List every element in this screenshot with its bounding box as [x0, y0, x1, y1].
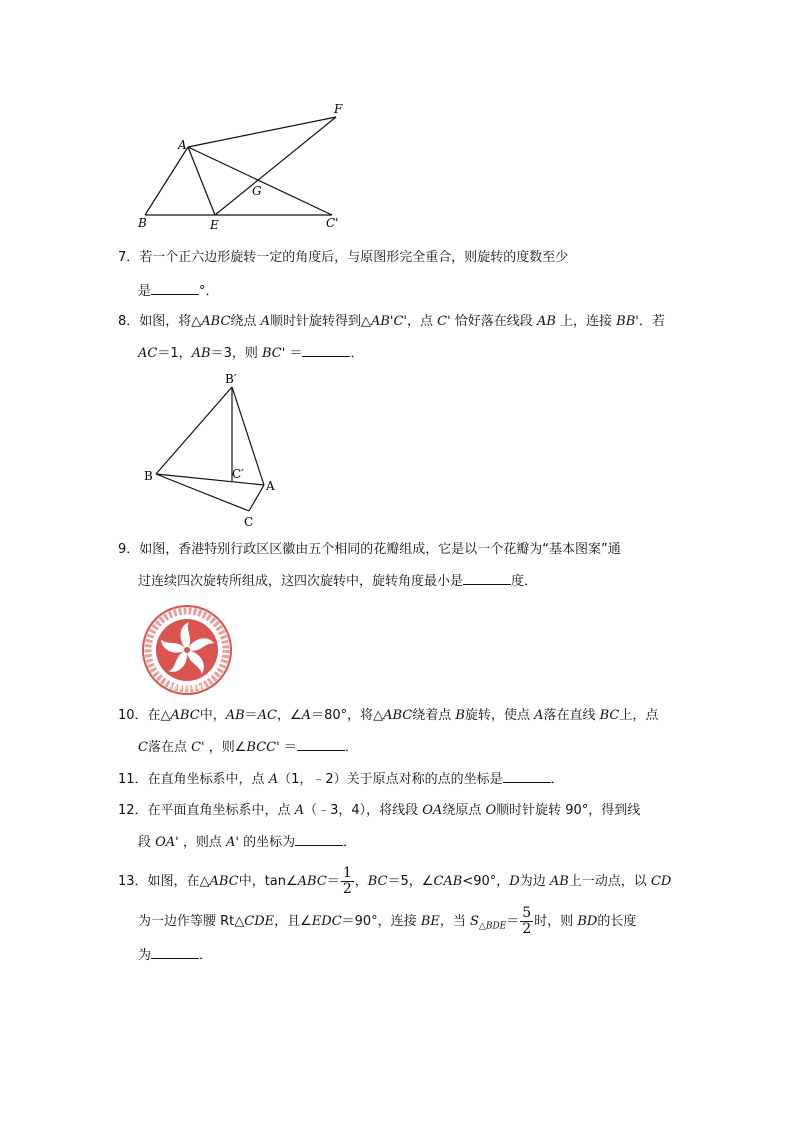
- q10-text: 旋转，使点: [464, 708, 535, 723]
- q10-var: AC: [257, 708, 278, 723]
- q13-var: BE: [420, 914, 440, 929]
- label-C-prime: C′: [232, 467, 244, 481]
- q10-var: A: [534, 708, 544, 723]
- hong-kong-emblem-icon: [141, 604, 233, 696]
- figure-rotated-triangle: [138, 368, 288, 533]
- q10-var: ABC: [383, 708, 413, 723]
- q8-text: ．若: [638, 314, 665, 329]
- q13-text: ＝5，∠: [387, 874, 434, 889]
- q10-var: ABC: [170, 708, 200, 723]
- q13-text: ＝90°，连接: [341, 914, 421, 929]
- q13-text: 为边: [519, 874, 550, 889]
- q10-var: A: [301, 708, 312, 723]
- q10-var: BCC': [246, 740, 280, 755]
- q13-var: ABC: [209, 874, 239, 889]
- q12-text: 在平面直角坐标系中，点: [147, 803, 295, 818]
- q13-text: ＝: [506, 914, 520, 929]
- q10-text: 上，点: [619, 708, 659, 723]
- q8-var: A: [260, 314, 270, 329]
- q10-line2: [138, 737, 358, 758]
- q13-text: 为: [138, 948, 152, 963]
- q8-text: ＝1，: [157, 346, 192, 361]
- q12-text: 绕原点: [442, 803, 486, 818]
- fraction-numerator: 1: [342, 865, 352, 881]
- q13-fraction-2: [520, 906, 533, 937]
- q12-text: ，则点: [178, 835, 227, 850]
- label-C: C: [244, 515, 254, 529]
- q13-var: D: [509, 874, 520, 889]
- q8-var: AB: [191, 346, 211, 361]
- q7-text-2: 是: [138, 284, 152, 299]
- q13-text: 上一动点，以: [568, 874, 651, 889]
- q7-answer-blank[interactable]: [151, 281, 199, 295]
- q13-var: BD: [577, 914, 598, 929]
- q13-text: ．: [199, 948, 213, 963]
- label-G: G: [252, 184, 262, 198]
- q12-var: A: [294, 803, 305, 818]
- q10-text: ＝80°，将△: [311, 708, 384, 723]
- q12-answer-blank[interactable]: [295, 832, 343, 846]
- q8-answer-blank[interactable]: [302, 343, 350, 357]
- q11-number: 11．: [118, 772, 148, 787]
- q10-text: 落在点: [147, 740, 192, 755]
- q13-text: ＝: [326, 874, 340, 889]
- label-E: E: [210, 218, 219, 232]
- label-B-prime: B′: [225, 372, 237, 386]
- q8-text: ＝: [285, 346, 303, 361]
- q9-answer-blank[interactable]: [463, 571, 511, 585]
- q10-text: 中，: [199, 708, 226, 723]
- q9-text: 度．: [511, 574, 538, 589]
- q10-text: ＝: [279, 740, 297, 755]
- q11-text: ．: [550, 772, 564, 787]
- q10-answer-blank[interactable]: [297, 737, 345, 751]
- q13-number: 13．: [118, 874, 148, 889]
- q12-text: ．: [343, 835, 357, 850]
- q8-text: 上，连接: [555, 314, 617, 329]
- q10-number: 10．: [118, 708, 148, 723]
- q7-text-3: °．: [199, 284, 219, 299]
- q12-text: 的坐标为: [239, 835, 296, 850]
- q10-text: ＝: [244, 708, 258, 723]
- q13-var: AB: [549, 874, 569, 889]
- q8-var: ABC: [201, 314, 231, 329]
- q8-var: BC': [261, 346, 286, 361]
- q13-text: ，且∠: [274, 914, 312, 929]
- q11-text: （1，﹣2）关于原点对称的点的坐标是: [278, 772, 503, 787]
- q12-line1: [118, 801, 640, 821]
- q13-var: CAB: [433, 874, 463, 889]
- q7-text: 若一个正六边形旋转一定的角度后，与原图形完全重合，则旋转的度数至少: [139, 250, 569, 265]
- q8-var: AB'C': [370, 314, 407, 329]
- q13-var: CD: [650, 874, 672, 889]
- q9-line1: [118, 540, 621, 560]
- q8-number: 8．: [118, 314, 140, 329]
- q12-var: OA: [422, 803, 443, 818]
- q10-var: B: [455, 708, 465, 723]
- q13-text: 的长度: [597, 914, 637, 929]
- label-C-prime: C': [326, 216, 339, 230]
- q7-number: 7．: [118, 250, 140, 265]
- q8-var: BB': [616, 314, 639, 329]
- q12-var: O: [485, 803, 497, 818]
- q11-answer-blank[interactable]: [503, 769, 551, 783]
- q12-line2: [138, 832, 356, 853]
- q13-text: <90°，: [462, 874, 510, 889]
- q9-line2: [138, 571, 537, 592]
- figure-triangle-rotation: [130, 95, 360, 240]
- q13-fraction: [341, 866, 354, 897]
- q12-text: （﹣3，4），将线段: [304, 803, 423, 818]
- q10-text: 落在直线: [543, 708, 600, 723]
- q12-text: 顺时针旋转 90°，得到线: [496, 803, 641, 818]
- q13-text: ，: [354, 874, 368, 889]
- q13-text: 如图，在△: [147, 874, 210, 889]
- q13-text: 中，tan∠: [238, 874, 298, 889]
- q8-text: ，点: [407, 314, 438, 329]
- label-B: B: [138, 216, 147, 230]
- q13-var: S: [470, 914, 479, 929]
- q10-text: 绕着点: [412, 708, 456, 723]
- q11-line1: [118, 769, 564, 790]
- q12-var: OA': [155, 835, 179, 850]
- q13-var: EDC: [311, 914, 342, 929]
- q8-text: 如图，将△: [139, 314, 202, 329]
- q8-text: ．: [350, 346, 364, 361]
- q7-line2: [138, 281, 219, 302]
- fraction-denominator: 2: [342, 881, 352, 897]
- q13-answer-blank[interactable]: [151, 945, 199, 959]
- q10-var: C': [191, 740, 205, 755]
- q8-var: AB: [536, 314, 556, 329]
- q8-var: AC: [138, 346, 158, 361]
- q8-line2: [138, 343, 363, 364]
- q13-var: BC: [367, 874, 388, 889]
- q12-number: 12．: [118, 803, 148, 818]
- label-A: A: [266, 479, 275, 493]
- q8-text: 绕点: [230, 314, 261, 329]
- emblem-text: HONGKONG: [167, 683, 207, 691]
- q10-var: AB: [225, 708, 245, 723]
- q9-text: 过连续四次旋转所组成，这四次旋转中，旋转角度最小是: [138, 574, 464, 589]
- q8-text: 恰好落在线段: [450, 314, 537, 329]
- fraction-denominator: 2: [522, 921, 532, 937]
- q10-text: 在△: [147, 708, 171, 723]
- q13-text: 时，则: [534, 914, 578, 929]
- q10-text: ，∠: [277, 708, 302, 723]
- q12-var: A': [226, 835, 239, 850]
- fraction-numerator: 5: [522, 905, 532, 921]
- q8-text: 顺时针旋转得到△: [269, 314, 371, 329]
- q13-subscript: △BDE: [478, 921, 507, 932]
- q10-var: BC: [599, 708, 620, 723]
- q8-var: C': [437, 314, 451, 329]
- q11-text: 在直角坐标系中，点: [147, 772, 269, 787]
- q13-text: 为一边作等腰 Rt△: [138, 914, 245, 929]
- q13-text: ，当: [439, 914, 471, 929]
- q10-line1: [118, 706, 658, 726]
- q13-var: ABC: [297, 874, 327, 889]
- q13-line1: [118, 866, 671, 897]
- q9-number: 9．: [118, 542, 140, 557]
- q12-text: 段: [138, 835, 156, 850]
- q13-var: CDE: [244, 914, 275, 929]
- q10-text: ．: [344, 740, 358, 755]
- q11-var: A: [268, 772, 279, 787]
- q13-line2: [138, 906, 636, 937]
- q10-var: C: [138, 740, 148, 755]
- label-A: A: [178, 138, 187, 152]
- q9-text: 如图，香港特别行政区区徽由五个相同的花瓣组成，它是以一个花瓣为“基本图案”通: [139, 542, 621, 557]
- q10-text: ，则∠: [204, 740, 247, 755]
- q7-line1: [118, 248, 568, 268]
- q8-text: ＝3，则: [210, 346, 262, 361]
- q13-line3: [138, 945, 212, 966]
- q8-line1: [118, 312, 665, 332]
- label-B: B: [144, 469, 153, 483]
- label-F: F: [334, 102, 343, 116]
